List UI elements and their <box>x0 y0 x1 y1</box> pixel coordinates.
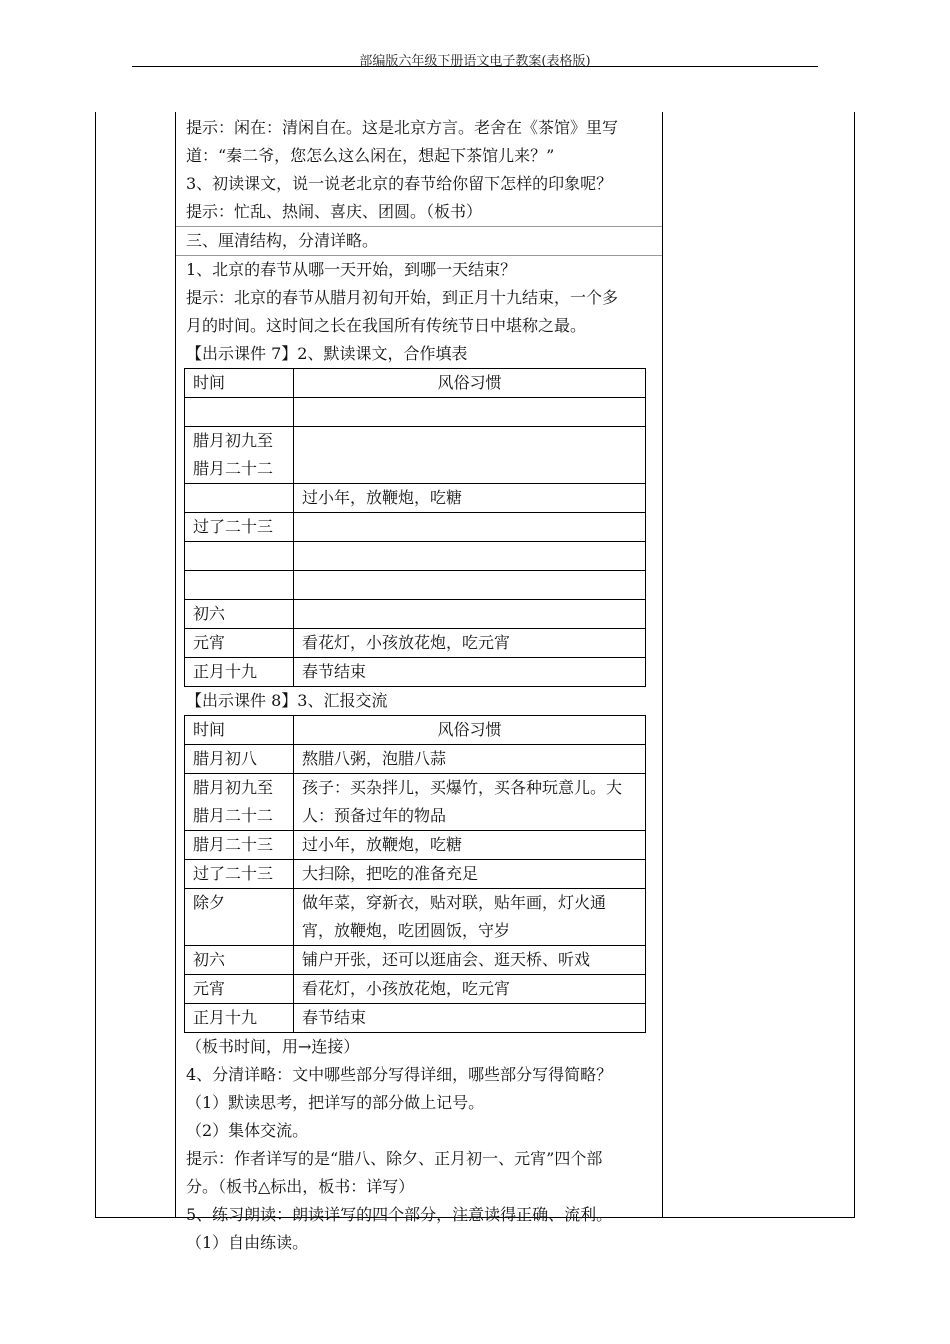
table-row <box>185 1004 646 1033</box>
question-line: 提示：北京的春节从腊月初旬开始，到正月十九结束，一个多 <box>186 288 619 307</box>
table2-caption: 【出示课件 8】3、汇报交流 <box>186 691 388 710</box>
time-cell: 腊月初九至腊月二十二 <box>185 427 294 484</box>
time-cell <box>185 484 294 513</box>
outro-line: （1）自由练读。 <box>186 1233 309 1252</box>
time-cell: 腊月二十三 <box>185 831 294 860</box>
question-line: 1、北京的春节从哪一天开始，到哪一天结束？ <box>176 255 662 284</box>
custom-cell <box>294 542 646 571</box>
intro-line: 3、初读课文，说一说老北京的春节给你留下怎样的印象呢？ <box>186 174 613 193</box>
section-heading: 三、厘清结构，分清详略。 <box>176 226 662 255</box>
intro-line: 道：“秦二爷，您怎么这么闲在，想起下茶馆儿来？” <box>186 146 555 165</box>
table-row <box>185 658 646 687</box>
table-row <box>185 975 646 1004</box>
table-row <box>185 571 646 600</box>
outro-line: 4、分清详略：文中哪些部分写得详细，哪些部分写得简略？ <box>186 1065 613 1084</box>
question-line: 月的时间。这时间之长在我国所有传统节日中堪称之最。 <box>186 316 587 335</box>
outro-line: （1）默读思考，把详写的部分做上记号。 <box>186 1093 485 1112</box>
custom-cell: 看花灯，小孩放花炮，吃元宵 <box>294 975 646 1004</box>
table-row <box>185 889 646 946</box>
intro-line: 提示：忙乱、热闹、喜庆、团圆。（板书） <box>186 202 483 221</box>
report-table <box>184 715 646 1033</box>
time-cell: 过了二十三 <box>185 860 294 889</box>
time-cell: 过了二十三 <box>185 513 294 542</box>
outro-line: 5、练习朗读：朗读详写的四个部分，注意读得正确、流利。 <box>186 1205 613 1224</box>
table-row <box>185 398 646 427</box>
time-cell: 腊月初八 <box>185 745 294 774</box>
custom-cell <box>294 513 646 542</box>
fill-in-table <box>184 368 646 687</box>
time-cell: 元宵 <box>185 975 294 1004</box>
custom-cell: 过小年，放鞭炮，吃糖 <box>294 831 646 860</box>
header-cell-custom: 风俗习惯 <box>294 369 646 398</box>
table-header-row <box>185 369 646 398</box>
table-row <box>185 774 646 831</box>
outro-line: 分。（板书△标出，板书：详写） <box>186 1177 415 1196</box>
header-rule <box>132 66 818 67</box>
time-cell: 正月十九 <box>185 658 294 687</box>
custom-cell <box>294 398 646 427</box>
time-cell <box>185 542 294 571</box>
outro-line: 提示：作者详写的是“腊八、除夕、正月初一、元宵”四个部 <box>186 1149 603 1168</box>
table-header-row <box>185 716 646 745</box>
table-row <box>185 427 646 484</box>
custom-cell: 过小年，放鞭炮，吃糖 <box>294 484 646 513</box>
time-cell: 初六 <box>185 946 294 975</box>
intro-line: 提示：闲在：清闲自在。这是北京方言。老舍在《茶馆》里写 <box>186 118 619 137</box>
custom-cell: 铺户开张，还可以逛庙会、逛天桥、听戏 <box>294 946 646 975</box>
frame-left-border <box>95 112 96 1218</box>
custom-cell: 大扫除，把吃的准备充足 <box>294 860 646 889</box>
custom-cell: 孩子：买杂拌儿，买爆竹，买各种玩意儿。大人：预备过年的物品 <box>294 774 646 831</box>
table-row <box>185 513 646 542</box>
table-row <box>185 600 646 629</box>
custom-cell: 做年菜，穿新衣，贴对联，贴年画，灯火通宵，放鞭炮，吃团圆饭，守岁 <box>294 889 646 946</box>
header-cell-time: 时间 <box>185 716 294 745</box>
frame-col-divider-2 <box>662 112 663 1218</box>
time-cell: 元宵 <box>185 629 294 658</box>
lesson-content <box>176 112 662 1257</box>
custom-cell <box>294 571 646 600</box>
table-row <box>185 831 646 860</box>
table-row <box>185 542 646 571</box>
custom-cell: 看花灯，小孩放花炮，吃元宵 <box>294 629 646 658</box>
custom-cell: 春节结束 <box>294 1004 646 1033</box>
table-row <box>185 745 646 774</box>
outro-line: （板书时间，用→连接） <box>186 1037 360 1056</box>
time-cell <box>185 571 294 600</box>
frame-right-border <box>854 112 855 1218</box>
header-cell-custom: 风俗习惯 <box>294 716 646 745</box>
time-cell: 正月十九 <box>185 1004 294 1033</box>
time-cell: 腊月初九至腊月二十二 <box>185 774 294 831</box>
custom-cell <box>294 427 646 484</box>
custom-cell: 春节结束 <box>294 658 646 687</box>
custom-cell <box>294 600 646 629</box>
time-cell: 初六 <box>185 600 294 629</box>
table-row <box>185 946 646 975</box>
table-row <box>185 484 646 513</box>
table-row <box>185 629 646 658</box>
table1-caption: 【出示课件 7】2、默读课文，合作填表 <box>186 344 468 363</box>
custom-cell: 熬腊八粥，泡腊八蒜 <box>294 745 646 774</box>
time-cell: 除夕 <box>185 889 294 946</box>
document-header: 部编版六年级下册语文电子教案(表格版) <box>359 54 591 69</box>
outro-line: （2）集体交流。 <box>186 1121 309 1140</box>
time-cell <box>185 398 294 427</box>
table-row <box>185 860 646 889</box>
header-cell-time: 时间 <box>185 369 294 398</box>
